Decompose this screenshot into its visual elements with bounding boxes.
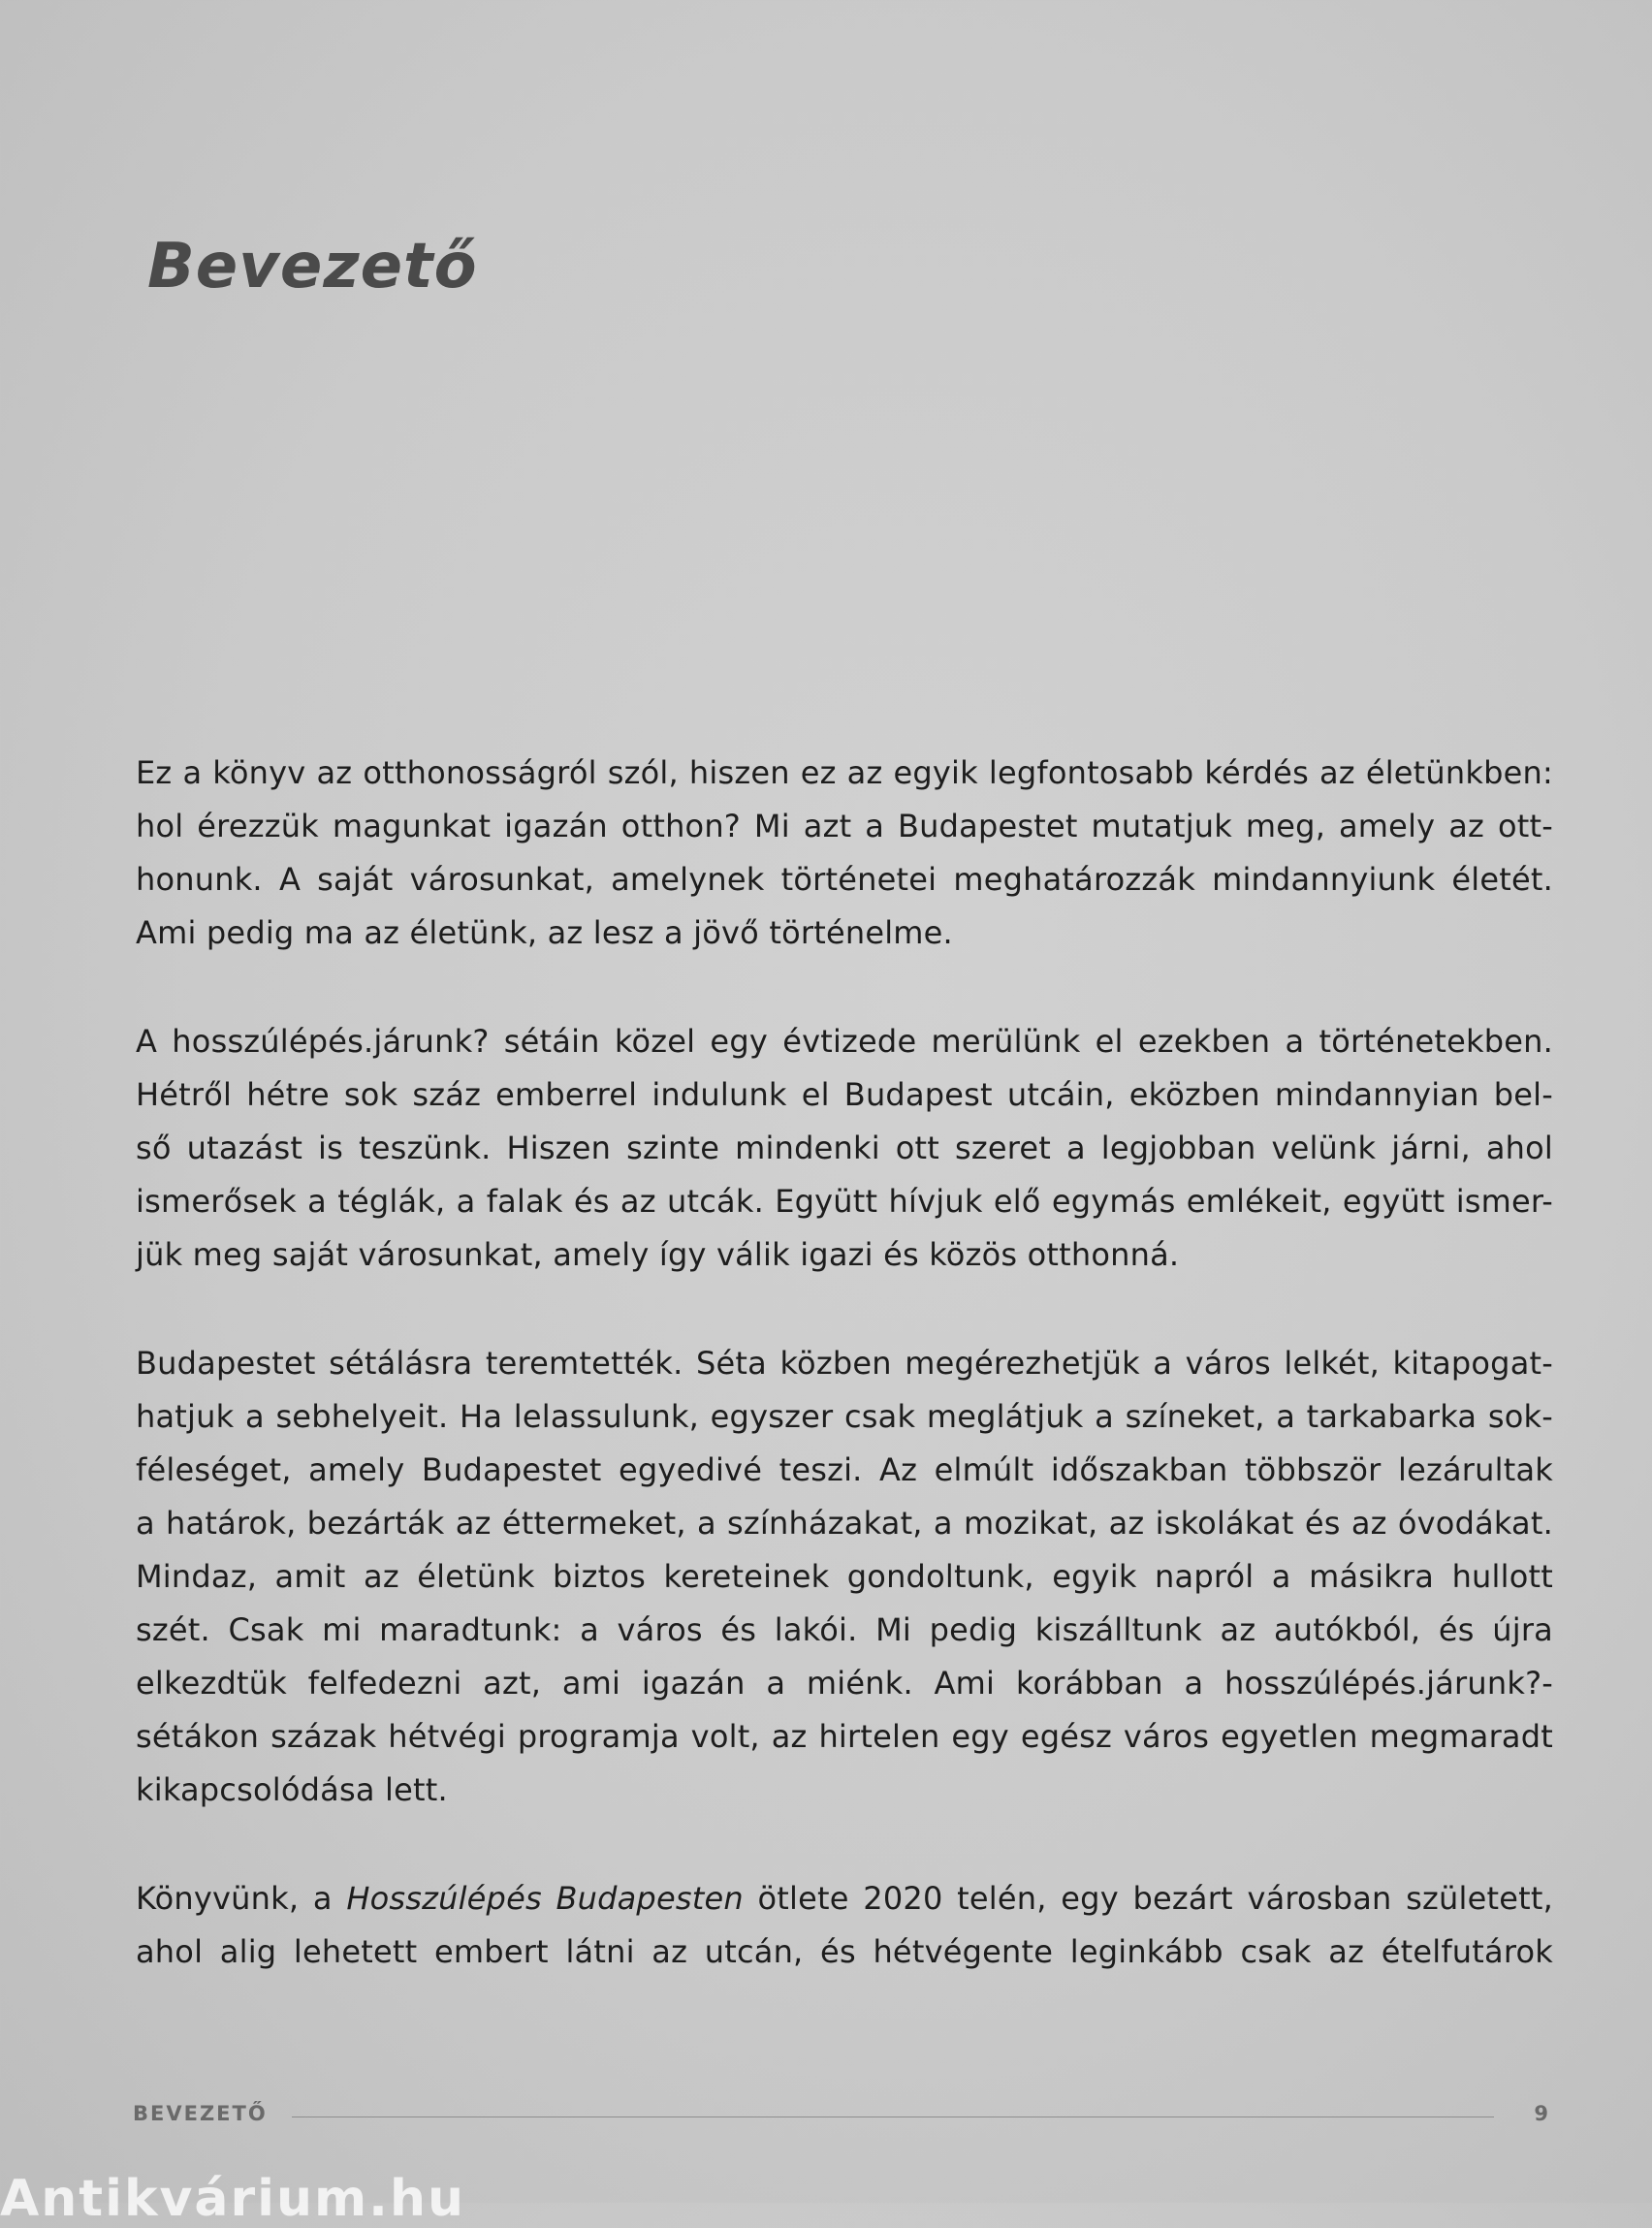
text-line: hatjuk a sebhelyeit. Ha lelassulunk, egyszer csak meglátjuk a színeket, a tarkabarka sok- bbox=[136, 1398, 1553, 1435]
text-line: féleséget, amely Budapestet egyedivé teszi. Az elmúlt időszakban többször lezárultak bbox=[136, 1451, 1553, 1488]
text-line: jük meg saját városunkat, amely így válik igazi és közös otthonná. bbox=[136, 1236, 1180, 1273]
page-title: Bevezető bbox=[147, 231, 478, 302]
text-line: honunk. A saját városunkat, amelynek történetei meghatározzák mindannyiunk életét. bbox=[136, 861, 1553, 898]
page-footer bbox=[133, 2102, 1548, 2131]
text-line: elkezdtük felfedezni azt, ami igazán a miénk. Ami korábban a hosszúlépés.járunk?- bbox=[136, 1665, 1553, 1702]
text-lead: Könyvünk, a bbox=[136, 1880, 347, 1917]
text-rest: ötlete 2020 telén, egy bezárt városban született, bbox=[743, 1880, 1553, 1917]
watermark: Antikvárium.hu bbox=[0, 2170, 465, 2228]
text-line: hol érezzük magunkat igazán otthon? Mi azt a Budapestet mutatjuk meg, amely az ott- bbox=[136, 808, 1553, 844]
text-line: kikapcsolódása lett. bbox=[136, 1771, 448, 1808]
paragraph-3 bbox=[136, 1337, 1553, 1817]
footer-section-label: BEVEZETŐ bbox=[133, 2102, 268, 2125]
text-line bbox=[136, 1872, 1553, 1926]
book-title-emphasis: Hosszúlépés Budapesten bbox=[346, 1880, 744, 1917]
paragraph-1 bbox=[136, 747, 1553, 960]
paragraph-4 bbox=[136, 1872, 1553, 1979]
text-line: Mindaz, amit az életünk biztos kereteinek gondoltunk, egyik napról a másikra hullott bbox=[136, 1558, 1553, 1595]
text-line: a határok, bezárták az éttermeket, a színházakat, a mozikat, az iskolákat és az óvodákat. bbox=[136, 1505, 1553, 1542]
page-number: 9 bbox=[1534, 2102, 1548, 2125]
text-line: Hétről hétre sok száz emberrel indulunk el Budapest utcáin, eközben mindannyian bel- bbox=[136, 1076, 1553, 1113]
text-line: Ami pedig ma az életünk, az lesz a jövő történelme. bbox=[136, 914, 953, 951]
text-line: ső utazást is teszünk. Hiszen szinte mindenki ott szeret a legjobban velünk járni, ahol bbox=[136, 1130, 1553, 1166]
text-line: A hosszúlépés.járunk? sétáin közel egy évtizede merülünk el ezekben a történetekben. bbox=[136, 1023, 1553, 1060]
text-line: Budapestet sétálásra teremtették. Séta közben megérezhetjük a város lelkét, kitapogat- bbox=[136, 1345, 1553, 1382]
body-text bbox=[136, 747, 1553, 2034]
text-line: ismerősek a téglák, a falak és az utcák. Együtt hívjuk elő egymás emlékeit, együtt ismer- bbox=[136, 1183, 1553, 1220]
text-line: Ez a könyv az otthonosságról szól, hiszen ez az egyik legfontosabb kérdés az életünkben: bbox=[136, 754, 1553, 791]
text-line: szét. Csak mi maradtunk: a város és lakói. Mi pedig kiszálltunk az autókból, és újra bbox=[136, 1611, 1553, 1648]
text-line: ahol alig lehetett embert látni az utcán, és hétvégente leginkább csak az ételfutárok bbox=[136, 1933, 1553, 1970]
text-line: sétákon százak hétvégi programja volt, az hirtelen egy egész város egyetlen megmaradt bbox=[136, 1718, 1553, 1755]
paragraph-2 bbox=[136, 1015, 1553, 1282]
